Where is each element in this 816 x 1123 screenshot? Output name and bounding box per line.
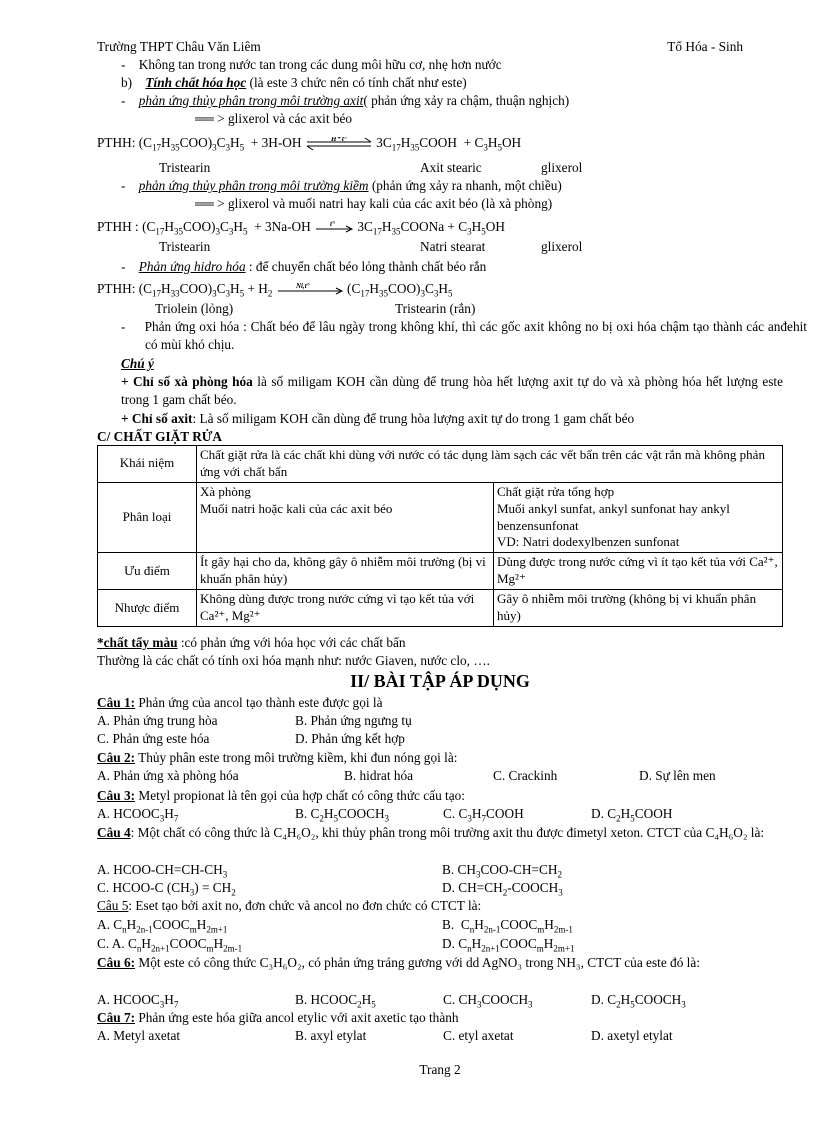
text-line: - Phản ứng hidro hóa : để chuyển chất béo lỏng thành chất béo rắn bbox=[121, 259, 487, 274]
page-header bbox=[97, 38, 743, 56]
question-1: Câu 1: Phản ứng của ancol tạo thành este được gọi là bbox=[97, 695, 383, 710]
answer-option: C. etyl axetat bbox=[443, 1028, 514, 1043]
section-title: II/ BÀI TẬP ÁP DỤNG bbox=[350, 671, 530, 691]
compound-name: Triolein (lỏng) bbox=[155, 301, 234, 316]
compound-name: Axit stearic bbox=[420, 160, 482, 175]
question-6: Câu 6: Một este có công thức C₃H₆O₂, có phản ứng tráng gương với dd AgNO₃ trong NH₃, CTCT của este đó là: bbox=[97, 955, 700, 970]
answer-row bbox=[97, 767, 716, 785]
table-row bbox=[98, 446, 783, 483]
answer-option: A. Metyl axetat bbox=[97, 1028, 181, 1043]
answer-option: B. axyl etylat bbox=[295, 1028, 367, 1043]
answer-option: C. Crackinh bbox=[493, 768, 558, 783]
question-7: Câu 7: Phản ứng este hóa giữa ancol etylic với axit axetic tạo thành bbox=[97, 1010, 459, 1025]
answer-option: C. A. $C_nH_{2n+1}COOC_mH_{2m-1}$ bbox=[97, 936, 243, 954]
equation-hydrogenation: PTHH: $(C_{17}H_{33}COO)_3C_3H_5 + H_2$ Ni,t° $(C_{17}H_{35}COO)_3C_3H_5$ bbox=[97, 281, 453, 299]
detergent-table bbox=[97, 445, 783, 627]
answer-row bbox=[97, 935, 574, 953]
text-line: b) Tính chất hóa học (là este 3 chức nên có tính chất như este) bbox=[121, 75, 467, 90]
answer-option: C. $CH_3COOCH_3$ bbox=[443, 992, 533, 1010]
answer-row bbox=[97, 1027, 673, 1045]
table-cell: Ít gây hại cho da, không gây ô nhiễm môi trường (bị vi khuẩn phân hủy) bbox=[197, 553, 494, 590]
answer-option: A. $C_nH_{2n-1}COOC_mH_{2m+1}$ bbox=[97, 917, 228, 935]
table-cell: Gây ô nhiễm môi trường (không bị vi khuẩn phân hủy) bbox=[494, 590, 783, 627]
answer-option: B. Phản ứng ngưng tụ bbox=[295, 713, 412, 728]
arrow-icon bbox=[276, 283, 344, 297]
table-row bbox=[98, 482, 783, 553]
table-cell: Ưu điểm bbox=[98, 553, 197, 590]
question-4: Câu 4: Một chất có công thức là C₄H₆O₂, khi thủy phân trong môi trường axit thu được đimetyl xeton. CTCT của C₄H₆O₂ là: bbox=[97, 825, 765, 840]
question-5: Câu 5: Eset tạo bởi axit no, đơn chức và ancol no đơn chức có CTCT là: bbox=[97, 898, 482, 913]
answer-option: A. $HCOOC_3H_7$ bbox=[97, 992, 179, 1010]
text-line: ══ > glixerol và các axit béo bbox=[195, 111, 353, 126]
answer-option: D. Sự lên men bbox=[639, 768, 716, 783]
answer-row bbox=[97, 712, 412, 730]
answer-option: A. HCOO-$CH=CH-CH_3$ bbox=[97, 862, 228, 880]
table-row bbox=[98, 590, 783, 627]
answer-option: D. $CH=CH_2-COOCH_3$ bbox=[442, 880, 563, 898]
compound-name: glixerol bbox=[541, 160, 583, 175]
answer-row bbox=[97, 805, 672, 823]
table-cell: Phân loại bbox=[98, 482, 197, 553]
table-cell: Chất giặt rửa tổng hợp Muối ankyl sunfat, ankyl sunfonat hay ankyl benzensunfonat VD: Natri dodexylbenzen sunfonat bbox=[494, 482, 783, 553]
answer-row bbox=[97, 879, 563, 897]
compound-name: glixerol bbox=[541, 239, 583, 254]
text-line: - phản ứng thủy phân trong môi trường axit( phản ứng xảy ra chậm, thuận nghịch) bbox=[121, 93, 570, 108]
answer-option: B. $C_nH_{2n-1}COOC_mH_{2m-1}$ bbox=[442, 917, 573, 935]
table-cell: Xà phòng Muối natri hoặc kali của các axit béo bbox=[197, 482, 494, 553]
table-cell: Không dùng được trong nước cứng vì tạo kết tủa với Ca²⁺, Mg²⁺ bbox=[197, 590, 494, 627]
answer-row bbox=[97, 991, 686, 1009]
section-heading: C/ CHẤT GIẶT RỬA bbox=[97, 429, 222, 444]
department-name: Tổ Hóa - Sinh bbox=[667, 39, 743, 54]
svg-text:Ni,t°: Ni,t° bbox=[295, 282, 310, 290]
table-cell: Dùng được trong nước cứng vì ít tạo kết tủa với Ca²⁺, Mg²⁺ bbox=[494, 553, 783, 590]
answer-option: B. hidrat hóa bbox=[344, 768, 414, 783]
reversible-arrow-icon bbox=[305, 137, 373, 151]
note-heading: Chú ý bbox=[121, 356, 154, 371]
answer-option: B. $HCOOC_2H_5$ bbox=[295, 992, 376, 1010]
answer-option: D. $C_nH_{2n+1}COOC_mH_{2m+1}$ bbox=[442, 936, 575, 954]
school-name: Trường THPT Châu Văn Liêm bbox=[97, 39, 261, 54]
compound-name: Tristearin bbox=[159, 160, 211, 175]
answer-option: D. $C_2H_5COOCH_3$ bbox=[591, 992, 686, 1010]
compound-name: Tristearin bbox=[159, 239, 211, 254]
answer-option: D. axetyl etylat bbox=[591, 1028, 673, 1043]
table-cell: Nhược điểm bbox=[98, 590, 197, 627]
equation-hydrolysis-base: PTHH : $(C_{17}H_{35}COO)_3C_3H_5 + 3Na-OH$ t° $3C_{17}H_{35}COONa + C_3H_5OH$ bbox=[97, 219, 505, 237]
answer-option: C. HCOO-C $(CH_3) = CH_2$ bbox=[97, 880, 236, 898]
text-line: ══ > glixerol và muối natri hay kali của các axit béo (là xà phòng) bbox=[195, 196, 553, 211]
arrow-icon bbox=[314, 221, 354, 235]
answer-option: D. Phản ứng kết hợp bbox=[295, 731, 405, 746]
svg-text:H⁺ t°: H⁺ t° bbox=[330, 136, 347, 143]
section-heading: Tính chất hóa học bbox=[145, 75, 247, 90]
compound-name: Tristearin (rắn) bbox=[395, 301, 476, 316]
note-paragraph: + Chỉ số xà phòng hóa là số miligam KOH cần dùng để trung hòa hết lượng axit tự do và xà phòng hóa hết lượng este trong 1 gam chất béo. bbox=[121, 374, 784, 407]
table-cell: Chất giặt rửa là các chất khi dùng với nước có tác dụng làm sạch các vết bẩn trên các vật rắn mà không phản ứng với chất bẩn bbox=[197, 446, 783, 483]
svg-text:t°: t° bbox=[330, 220, 335, 228]
answer-option: D. $C_2H_5COOH$ bbox=[591, 806, 673, 824]
text-line: *chất tẩy màu :có phản ứng với hóa học với các chất bẩn bbox=[97, 635, 406, 650]
compound-name: Natri stearat bbox=[420, 239, 486, 254]
table-row bbox=[98, 553, 783, 590]
question-3: Câu 3: Metyl propionat là tên gọi của hợp chất có công thức cấu tạo: bbox=[97, 788, 465, 803]
text-paragraph: - Phản ứng oxi hóa : Chất béo để lâu ngày trong không khí, thì các gốc axit không no bị oxi hóa chậm tạo thành các anđehit có mùi khó chịu. bbox=[121, 319, 807, 352]
equation-hydrolysis-acid: PTHH: $(C_{17}H_{35}COO)_3C_3H_5 + 3H-OH$ H⁺ t° $3C_{17}H_{35}COOH + C_3H_5OH$ bbox=[97, 135, 522, 153]
note-paragraph: + Chỉ số axit: Là số miligam KOH cần dùng để trung hòa lượng axit tự do trong 1 gam chất béo bbox=[121, 411, 635, 426]
table-cell: Khái niệm bbox=[98, 446, 197, 483]
text-line: - phản ứng thủy phân trong môi trường kiềm (phản ứng xảy ra nhanh, một chiều) bbox=[121, 178, 562, 193]
question-2: Câu 2: Thủy phân este trong môi trường kiềm, khi đun nóng gọi là: bbox=[97, 750, 458, 765]
answer-option: B. $CH_3COO-CH=CH_2$ bbox=[442, 862, 562, 880]
answer-option: C. $C_3H_7COOH$ bbox=[443, 806, 524, 824]
text-line: - Không tan trong nước tan trong các dung môi hữu cơ, nhẹ hơn nước bbox=[121, 57, 502, 72]
answer-option: C. Phản ứng este hóa bbox=[97, 731, 210, 746]
answer-option: A. Phản ứng xà phòng hóa bbox=[97, 768, 239, 783]
answer-option: A. Phản ứng trung hòa bbox=[97, 713, 218, 728]
answer-option: B. $C_2H_5COOCH_3$ bbox=[295, 806, 390, 824]
page-number: Trang 2 bbox=[419, 1062, 461, 1077]
answer-row bbox=[97, 730, 405, 748]
answer-row bbox=[97, 861, 562, 879]
answer-row bbox=[97, 916, 573, 934]
answer-option: A. $HCOOC_3H_7$ bbox=[97, 806, 179, 824]
text-line: Thường là các chất có tính oxi hóa mạnh như: nước Giaven, nước clo, …. bbox=[97, 653, 490, 668]
